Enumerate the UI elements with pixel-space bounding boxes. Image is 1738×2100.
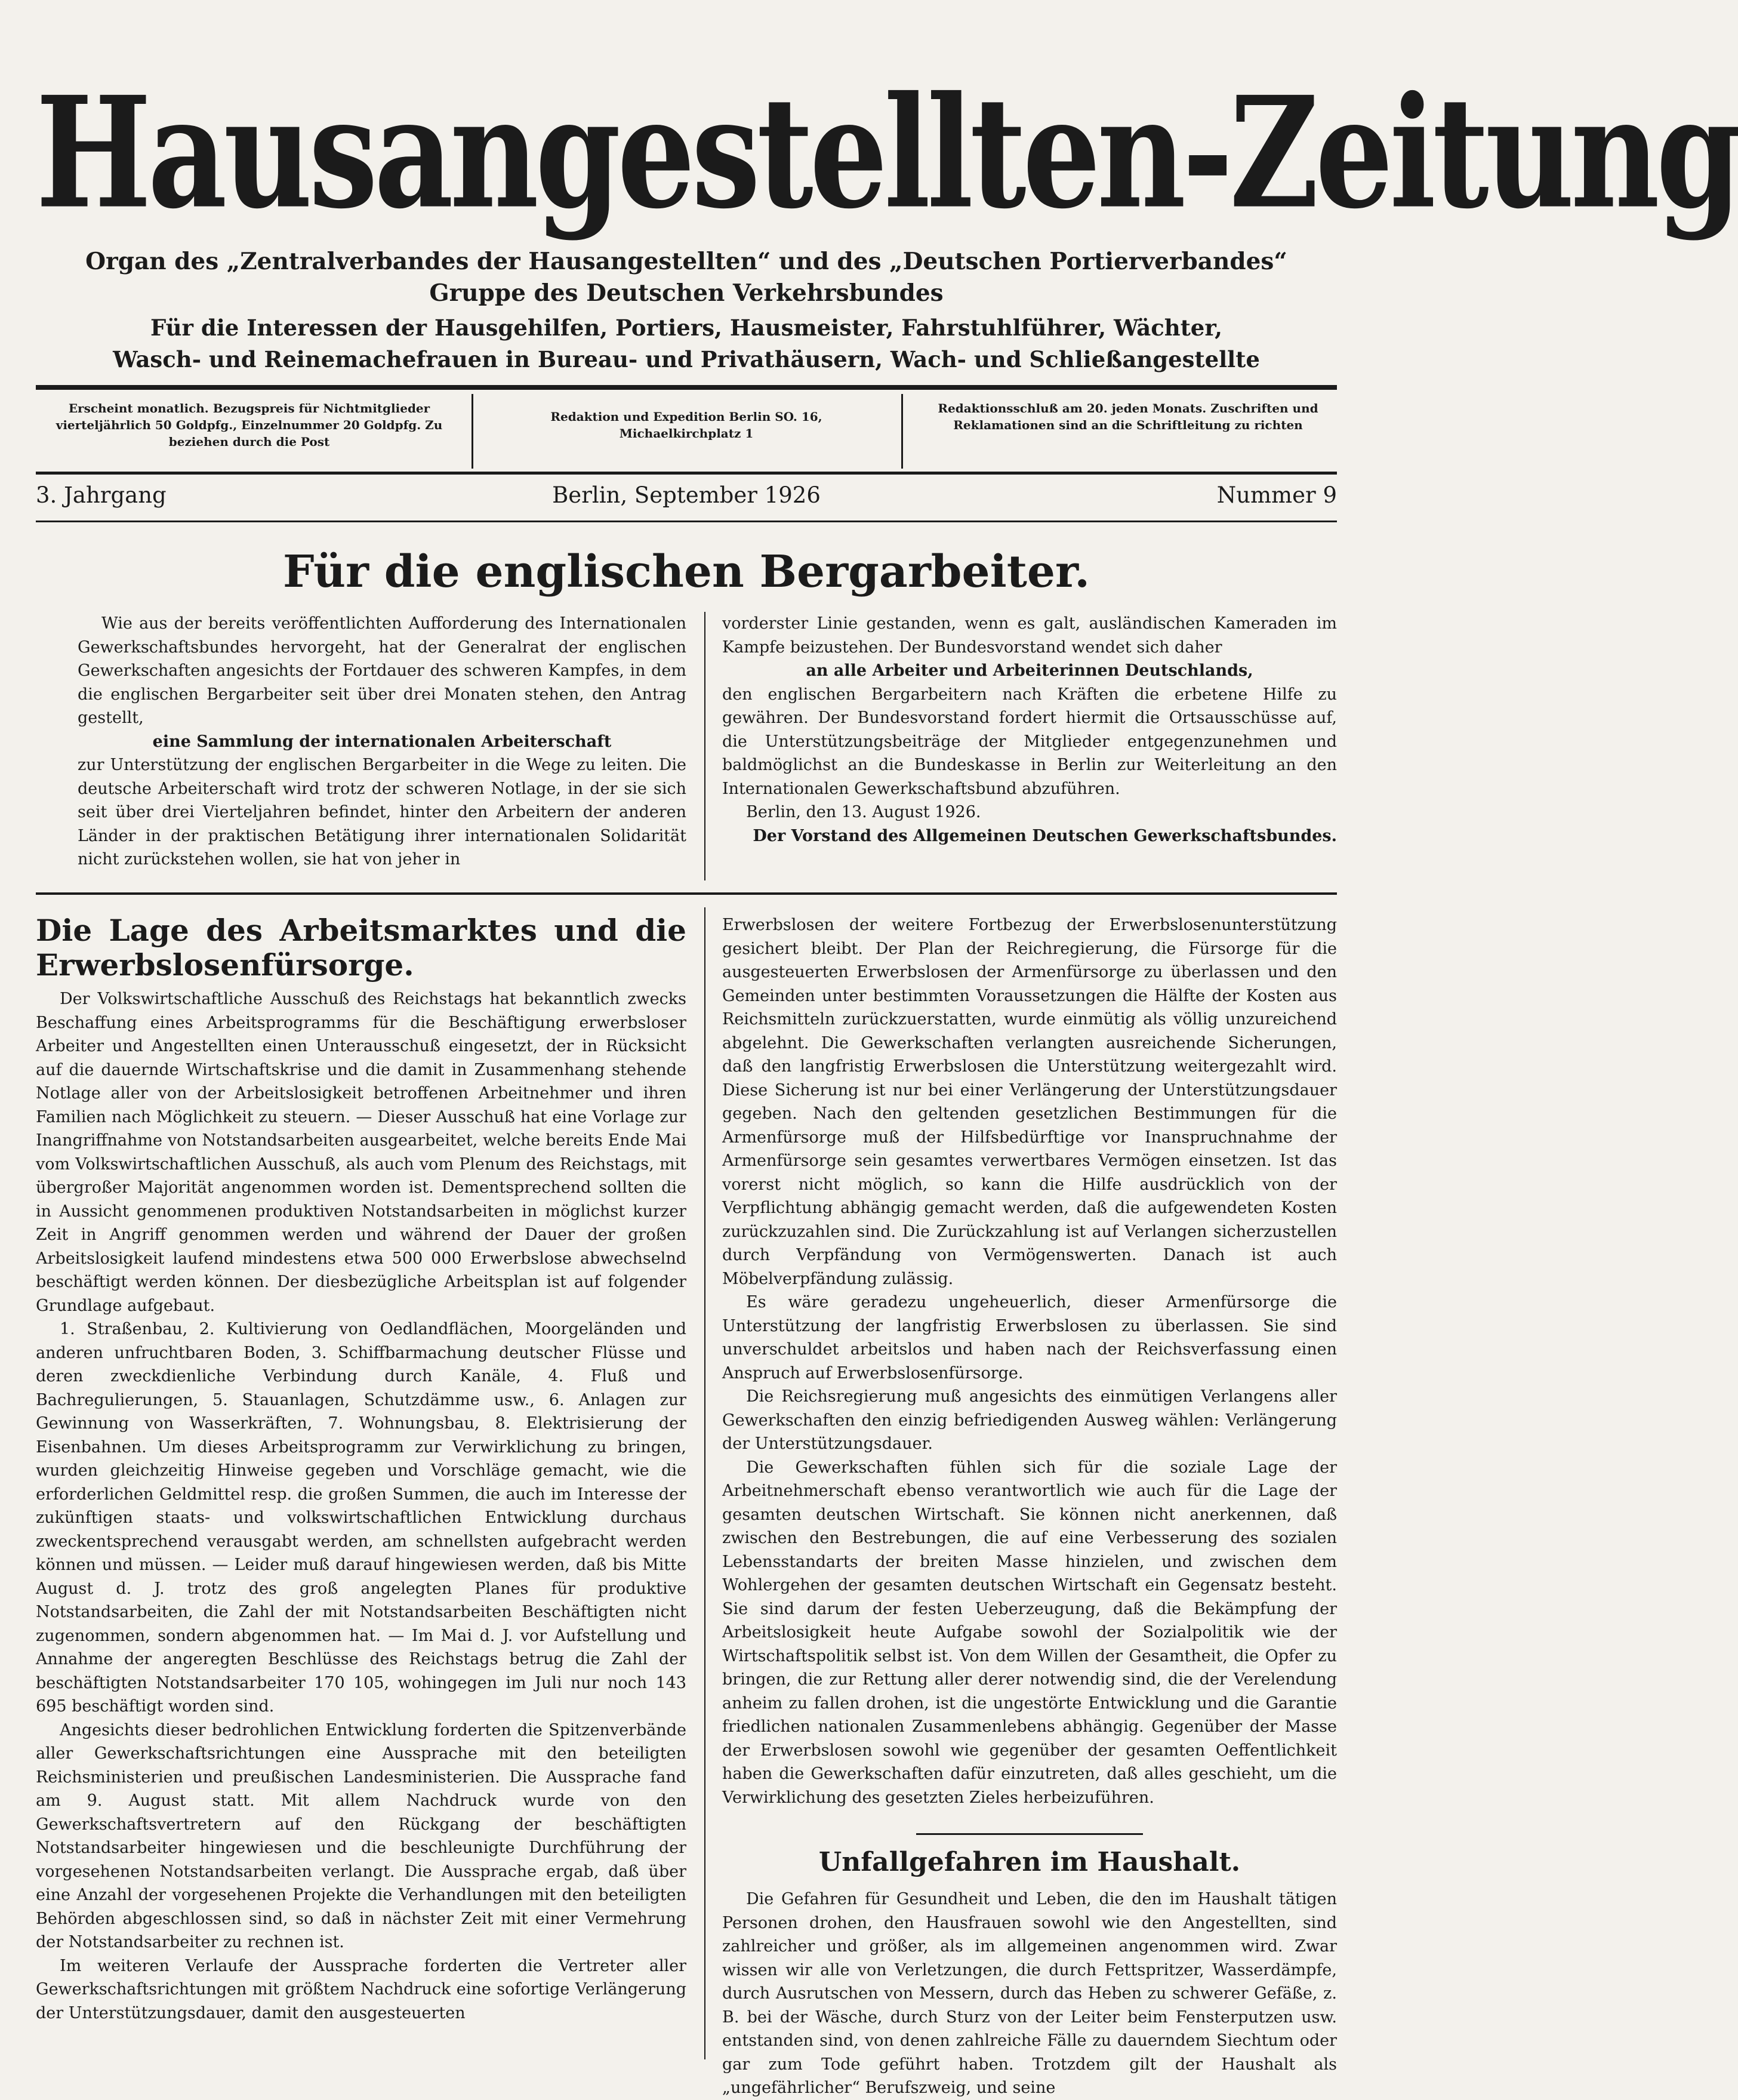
info-subscription: Erscheint monatlich. Bezugspreis für Nichtmitglieder vierteljährlich 50 Goldpfg., Einzelnummer 20 Goldpfg. Zu beziehen durch die Post [56,401,443,449]
issue-number: Nummer 9 [1216,482,1337,508]
lead-date: Berlin, den 13. August 1926. [746,803,981,821]
lead-column-left [78,612,686,872]
lead-column-right [722,612,1337,848]
masthead-subtitle-organ: Organ des „Zentralverbandes der Hausangestellten“ und des „Deutschen Portierverbandes“ [85,248,1287,275]
newspaper-page [36,0,1738,2097]
article-column-rule [704,907,705,2059]
info-divider-left [472,394,473,469]
lead-paragraph: Wie aus der bereits veröffentlichten Aufforderung des Internationalen Gewerkschaftsbundes hervorgeht, hat der Generalrat der englischen Gewerkschaften angesichts der Fortdauer des schweren Kampfes, in dem die englischen Bergarbeiter seit über drei Monaten stehen, den Antrag gestellt, [78,614,686,727]
article-paragraph: 1. Straßenbau, 2. Kultivierung von Oedlandflächen, Moorgeländen und anderen unfruchtbaren Boden, 3. Schiffbarmachung deutscher Flüsse und deren zweckdienliche Verbindung durch Kanäle, 4. Fluß und Bachregulierungen, 5. Stauanlagen, Schutzdämme usw., 6. Anlagen zur Gewinnung von Wasserkräften, 7. Wohnungsbau, 8. Elektrisierung der Eisenbahnen. Um dieses Arbeitsprogramm zur Verwirklichung zu bringen, wurden gleichzeitig Hinweise gegeben und Vorschläge gemacht, wie die erforderlichen Geldmittel resp. die großen Summen, die auch im Interesse der zukünftigen staats- und volkswirtschaftlichen Entwicklung durchaus zweckentsprechend verausgabt werden, am schnellsten aufgebracht werden können und müssen. — Leider muß darauf hingewiesen werden, daß bis Mitte August d. J. trotz des groß angelegten Planes für produktive Notstandsarbeiten, die Zahl der mit Notstandsarbeiten Beschäftigten nicht zugenommen, sondern abgenommen hat. — Im Mai d. J. vor Aufstellung und Annahme der angeregten Beschlüsse des Reichstags betrug die Zahl der beschäftigten Notstandsarbeiter 170 105, wohingegen im Juli nur noch 143 695 beschäftigt worden sind. [36,1320,686,1716]
masthead-subtitle-group: Gruppe des Deutschen Verkehrsbundes [429,279,944,307]
article-title: Die Lage des Arbeitsmarktes und die Erwerbslosenfürsorge. [36,913,686,983]
info-editorial-office: Redaktion und Expedition Berlin SO. 16, Michaelkirchplatz 1 [550,409,822,441]
article-paragraph: Die Gewerkschaften fühlen sich für die soziale Lage der Arbeitnehmerschaft ebenso verantwortlich wie auch für die Lage der gesamten deutschen Wirtschaft. Sie können nicht anerkennen, daß zwischen den Bestrebungen, die auf eine Verbesserung des sozialen Lebensstandarts der breiten Masse hinzielen, und zwischen dem Wohlergehen der gesamten deutschen Wirtschaft ein Gegensatz besteht. Sie sind darum der festen Ueberzeugung, daß die Bekämpfung der Arbeitslosigkeit heute Aufgabe sowohl der Sozialpolitik wie der Wirtschaftspolitik selbst ist. Von dem Willen der Gesamtheit, die Opfer zu bringen, die zur Rettung aller derer notwendig sind, die der Verelendung anheim zu fallen drohen, ist die ungestörte Entwicklung und die Garantie friedlichen nationalen Zusammenlebens abhängig. Gegenüber der Masse der Erwerbslosen sowohl wie gegenüber der gesamten Oeffentlichkeit haben die Gewerkschaften dafür einzutreten, daß alles geschieht, um die Verwirklichung des gesetzten Zieles herbeizuführen. [722,1458,1337,1807]
lead-signature: Der Vorstand des Allgemeinen Deutschen Gewerkschaftsbundes. [753,826,1337,845]
volume-label: 3. Jahrgang [36,482,167,508]
masthead-subtitle-interests: Für die Interessen der Hausgehilfen, Portiers, Hausmeister, Fahrstuhlführer, Wächter, [150,315,1223,341]
lead-emphasis: eine Sammlung der internationalen Arbeiterschaft [152,732,612,751]
masthead-title: Hausangestellten-Zeitung [36,63,1738,243]
article-paragraph: Der Volkswirtschaftliche Ausschuß des Reichstags hat bekanntlich zwecks Beschaffung eines Arbeitsprogramms für die Beschäftigung erwerbsloser Arbeiter und Angestellten einen Unterausschuß eingesetzt, der in Rücksicht auf die dauernde Wirtschaftskrise und die damit in Zusammenhang stehende Notlage aller von der Arbeitslosigkeit betroffenen Arbeitnehmer und ihren Familien nach Möglichkeit zu steuern. — Dieser Ausschuß hat eine Vorlage zur Inangriffnahme von Notstandsarbeiten ausgearbeitet, welche bereits Ende Mai vom Volkswirtschaftlichen Ausschuß, als auch vom Plenum des Reichstags, mit übergroßer Majorität angenommen worden ist. Dementsprechend sollten die in Aussicht genommenen produktiven Notstandsarbeiten in möglichst kurzer Zeit in Angriff genommen werden und während der Dauer der großen Arbeitslosigkeit laufend mindestens etwa 500 000 Erwerbslose abwechselnd beschäftigt werden können. Der diesbezügliche Arbeitsplan ist auf folgender Grundlage aufgebaut. [36,990,686,1315]
masthead-rule-top [36,385,1337,390]
lead-column-rule [704,612,705,880]
lead-paragraph: vorderster Linie gestanden, wenn es galt, ausländischen Kameraden im Kampfe beizustehen. Der Bundesvorstand wendet sich daher [722,614,1337,657]
info-divider-right [901,394,903,469]
article-paragraph: Es wäre geradezu ungeheuerlich, dieser Armenfürsorge die Unterstützung der langfristig Erwerbslosen zu überlassen. Sie sind unverschuldet arbeitslos und haben nach der Reichsverfassung einen Anspruch auf Erwerbslosenfürsorge. [722,1293,1337,1382]
info-rule-bottom [36,472,1337,475]
dateline-rule [36,521,1337,522]
lead-headline: Für die englischen Bergarbeiter. [283,546,1090,598]
lead-emphasis: an alle Arbeiter und Arbeiterinnen Deutschlands, [806,661,1253,680]
lead-paragraph: zur Unterstützung der englischen Bergarbeiter in die Wege zu leiten. Die deutsche Arbeiterschaft wird trotz der schweren Notlage, in der sie sich seit über drei Vierteljahren befindet, hinter den Arbeitern der anderen Länder in der praktischen Betätigung ihrer internationalen Solidarität nicht zurückstehen wollen, sie hat von jeher in [78,756,686,869]
info-box [36,394,1337,469]
info-deadline: Redaktionsschluß am 20. jeden Monats. Zuschriften und Reklamationen sind an die Schriftleitung zu richten [938,401,1318,432]
article-column-left [36,913,686,2059]
article-paragraph: Die Gefahren für Gesundheit und Leben, die den im Haushalt tätigen Personen drohen, den Hausfrauen sowohl wie den Angestellten, sind zahlreicher und größer, als im allgemeinen angenommen wird. Zwar wissen wir alle von Verletzungen, die durch Fettspritzer, Wasserdämpfe, durch Ausrutschen von Messern, durch das Heben zu schwerer Gefäße, z. B. bei der Wäsche, durch Sturz von der Leiter beim Fensterputzen usw. entstanden sind, von denen zahlreiche Fälle zu dauerndem Siechtum oder gar zum Tode geführt haben. Trotzdem gilt der Haushalt als „ungefährlicher“ Berufszweig, und seine [722,1890,1337,2097]
article-column-right [722,913,1337,2097]
article-title-unfall: Unfallgefahren im Haushalt. [818,1847,1241,1877]
lead-paragraph: den englischen Bergarbeitern nach Kräften die erbetene Hilfe zu gewähren. Der Bundesvorstand fordert hiermit die Ortsausschüsse auf, die Unterstützungsbeiträge der Mitglieder entgegenzunehmen und baldmöglichst an die Bundeskasse in Berlin zur Weiterleitung an den Internationalen Gewerkschaftsbund abzuführen. [722,685,1337,798]
place-date: Berlin, September 1926 [552,482,821,508]
masthead-subtitle-occupations: Wasch- und Reinemachefrauen in Bureau- und Privathäusern, Wach- und Schließangestellte [113,346,1260,372]
article-paragraph: Erwerbslosen der weitere Fortbezug der Erwerbslosenunterstützung gesichert bleibt. Der Plan der Reichregierung, die Fürsorge für die ausgesteuerten Erwerbslosen der Armenfürsorge zu überlassen und den Gemeinden unter bestimmten Voraussetzungen die Hälfte der Kosten aus Reichsmitteln zurückzuerstatten, wurde einmütig als völlig unzureichend abgelehnt. Die Gewerkschaften verlangten ausreichende Sicherungen, daß den langfristig Erwerbslosen die Unterstützung weitergezahlt wird. Diese Sicherung ist nur bei einer Verlängerung der Unterstützungsdauer gegeben. Nach den geltenden gesetzlichen Bestimmungen für die Armenfürsorge muß der Hilfsbedürftige vor Inanspruchnahme der Armenfürsorge sein gesamtes verwertbares Vermögen einsetzen. Ist das vorerst nicht möglich, so kann die Hilfe ausdrücklich von der Verpflichtung abhängig gemacht werden, daß die aufgewendeten Kosten zurückzuzahlen sind. Die Zurückzahlung ist auf Verlangen sicherzustellen durch Verpfändung von Vermögenswerten. Danach ist auch Möbelverpfändung zulässig. [722,916,1337,1288]
lead-rule-bottom [36,892,1337,895]
article-separator [916,1833,1143,1835]
article-paragraph: Angesichts dieser bedrohlichen Entwicklung forderten die Spitzenverbände aller Gewerkschaftsrichtungen eine Aussprache mit den beteiligten Reichsministerien und preußischen Landesministerien. Die Aussprache fand am 9. August statt. Mit allem Nachdruck wurde von den Gewerkschaftsvertretern auf den Rückgang der beschäftigten Notstandsarbeiter hingewiesen und die beschleunigte Durchführung der vorgesehenen Notstandsarbeiten verlangt. Die Aussprache ergab, daß über eine Anzahl der vorgesehenen Projekte die Verhandlungen mit den beteiligten Behörden abgeschlossen sind, so daß in nächster Zeit mit einer Vermehrung der Notstandsarbeiter zu rechnen ist. [36,1720,686,1951]
article-paragraph: Im weiteren Verlaufe der Aussprache forderten die Vertreter aller Gewerkschaftsrichtungen mit größtem Nachdruck eine sofortige Verlängerung der Unterstützungsdauer, damit den ausgesteuerten [36,1956,686,2022]
article-paragraph: Die Reichsregierung muß angesichts des einmütigen Verlangens aller Gewerkschaften den einzig befriedigenden Ausweg wählen: Verlängerung der Unterstützungsdauer. [722,1387,1337,1453]
